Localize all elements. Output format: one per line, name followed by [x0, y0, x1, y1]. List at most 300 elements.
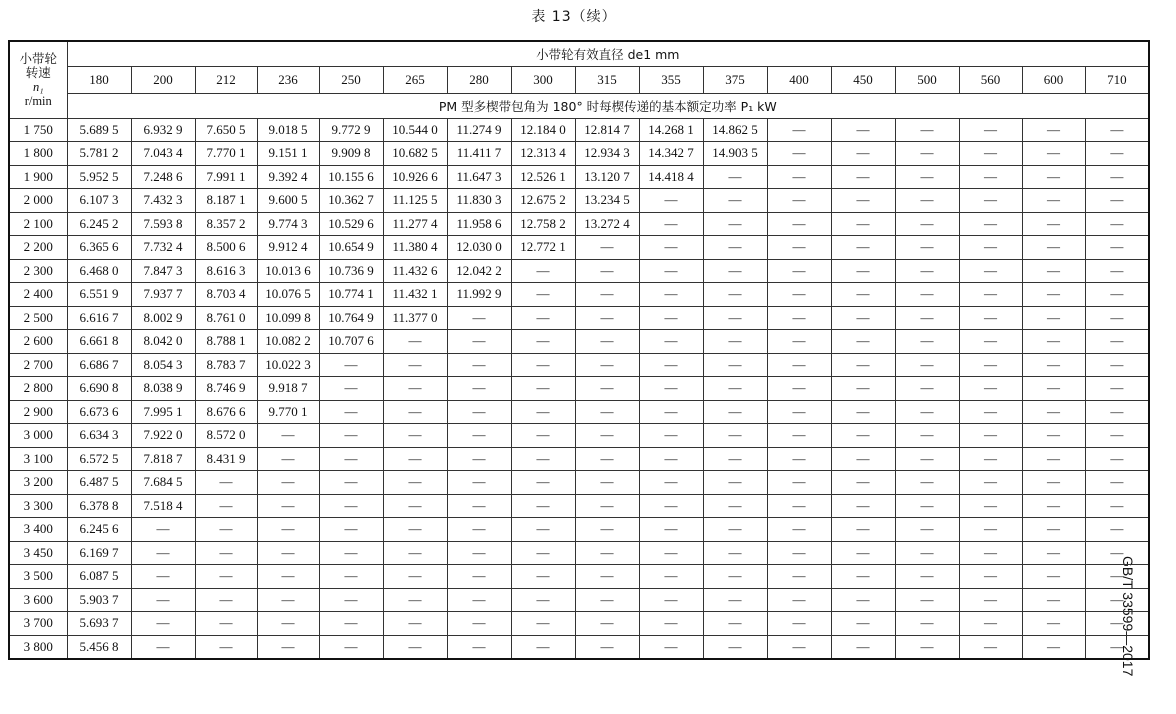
diameter-header-cell: 280	[447, 66, 511, 93]
diameter-header-cell: 236	[257, 66, 319, 93]
power-value-cell: —	[511, 447, 575, 471]
power-value-cell: —	[831, 330, 895, 354]
power-value-cell: —	[767, 353, 831, 377]
power-value-cell: —	[319, 377, 383, 401]
power-value-cell: —	[767, 212, 831, 236]
power-value-cell: —	[639, 306, 703, 330]
power-value-cell: —	[895, 236, 959, 260]
diameter-header-cell: 250	[319, 66, 383, 93]
power-value-cell: 8.002 9	[131, 306, 195, 330]
speed-cell: 3 300	[9, 494, 67, 518]
power-value-cell: —	[959, 588, 1022, 612]
power-value-cell: —	[1022, 588, 1085, 612]
power-value-cell: 11.380 4	[383, 236, 447, 260]
power-value-cell: —	[895, 565, 959, 589]
table-row	[9, 330, 1149, 354]
power-value-cell: —	[959, 494, 1022, 518]
power-value-cell: —	[639, 612, 703, 636]
power-value-cell: —	[319, 612, 383, 636]
power-value-cell: —	[767, 377, 831, 401]
power-value-cell: —	[895, 471, 959, 495]
diameter-header-cell: 355	[639, 66, 703, 93]
power-value-cell: —	[639, 565, 703, 589]
speed-cell: 3 100	[9, 447, 67, 471]
power-value-cell: 7.593 8	[131, 212, 195, 236]
power-value-cell: 11.277 4	[383, 212, 447, 236]
power-value-cell: —	[767, 424, 831, 448]
power-value-cell: —	[511, 635, 575, 659]
power-value-cell: —	[1022, 189, 1085, 213]
power-value-cell: —	[639, 400, 703, 424]
power-value-cell: —	[1022, 283, 1085, 307]
power-value-cell: —	[895, 259, 959, 283]
power-value-cell: —	[831, 236, 895, 260]
power-value-cell: 7.991 1	[195, 165, 257, 189]
power-value-cell: —	[511, 494, 575, 518]
power-value-cell: —	[1022, 565, 1085, 589]
power-value-cell: —	[703, 400, 767, 424]
power-value-cell: 8.703 4	[195, 283, 257, 307]
power-value-cell: —	[1022, 118, 1085, 142]
power-value-cell: —	[703, 212, 767, 236]
power-value-cell: —	[767, 447, 831, 471]
power-value-cell: —	[703, 189, 767, 213]
power-value-cell: —	[447, 494, 511, 518]
power-value-cell: 13.272 4	[575, 212, 639, 236]
power-value-cell: 6.686 7	[67, 353, 131, 377]
power-value-cell: —	[831, 283, 895, 307]
power-value-cell: 8.042 0	[131, 330, 195, 354]
table-row	[9, 118, 1149, 142]
power-value-cell: —	[511, 471, 575, 495]
power-value-cell: —	[1022, 400, 1085, 424]
power-value-cell: —	[383, 541, 447, 565]
power-value-cell: —	[959, 142, 1022, 166]
power-value-cell: —	[575, 635, 639, 659]
power-value-cell: —	[767, 283, 831, 307]
power-value-cell: 6.245 2	[67, 212, 131, 236]
power-value-cell: 8.676 6	[195, 400, 257, 424]
power-value-cell: —	[575, 377, 639, 401]
power-value-cell: 7.922 0	[131, 424, 195, 448]
power-value-cell: —	[1085, 612, 1149, 636]
power-value-cell: —	[767, 518, 831, 542]
power-value-cell: —	[895, 142, 959, 166]
speed-cell: 3 700	[9, 612, 67, 636]
table-row	[9, 283, 1149, 307]
power-value-cell: —	[767, 236, 831, 260]
power-value-cell: —	[575, 236, 639, 260]
table-row	[9, 518, 1149, 542]
power-value-cell: —	[831, 165, 895, 189]
power-value-cell: —	[703, 541, 767, 565]
table-row	[9, 447, 1149, 471]
power-value-cell: —	[767, 541, 831, 565]
table-row	[9, 259, 1149, 283]
power-value-cell: —	[831, 471, 895, 495]
power-value-cell: —	[895, 424, 959, 448]
power-value-cell: —	[831, 612, 895, 636]
power-value-cell: 7.818 7	[131, 447, 195, 471]
power-value-cell: 13.234 5	[575, 189, 639, 213]
stub-header	[9, 41, 67, 118]
power-value-cell: 12.184 0	[511, 118, 575, 142]
speed-cell: 3 600	[9, 588, 67, 612]
stub-line-1: 小带轮	[19, 50, 57, 66]
power-value-cell: —	[959, 518, 1022, 542]
power-value-cell: —	[895, 400, 959, 424]
power-value-cell: —	[383, 353, 447, 377]
power-value-cell: —	[959, 353, 1022, 377]
power-value-cell: —	[895, 330, 959, 354]
power-value-cell: 6.673 6	[67, 400, 131, 424]
power-value-cell: —	[1022, 236, 1085, 260]
power-value-cell: —	[575, 400, 639, 424]
power-value-cell: 14.862 5	[703, 118, 767, 142]
power-value-cell: —	[767, 142, 831, 166]
table-row	[9, 612, 1149, 636]
power-value-cell: —	[511, 518, 575, 542]
power-value-cell: —	[447, 447, 511, 471]
power-value-cell: —	[575, 612, 639, 636]
speed-cell: 3 450	[9, 541, 67, 565]
power-value-cell: 14.418 4	[639, 165, 703, 189]
power-value-cell: —	[703, 471, 767, 495]
power-value-cell: 12.030 0	[447, 236, 511, 260]
power-value-cell: —	[511, 377, 575, 401]
power-value-cell: —	[831, 377, 895, 401]
power-value-cell: —	[511, 565, 575, 589]
speed-cell: 2 300	[9, 259, 67, 283]
power-value-cell: —	[1085, 541, 1149, 565]
diameter-header-cell: 560	[959, 66, 1022, 93]
power-value-cell: —	[257, 565, 319, 589]
power-value-cell: —	[257, 635, 319, 659]
power-value-cell: —	[767, 165, 831, 189]
power-value-cell: —	[1085, 377, 1149, 401]
power-value-cell: 5.781 2	[67, 142, 131, 166]
power-value-cell: 8.500 6	[195, 236, 257, 260]
power-value-cell: —	[895, 588, 959, 612]
power-value-cell: 12.814 7	[575, 118, 639, 142]
power-value-cell: —	[319, 541, 383, 565]
power-value-cell: —	[257, 471, 319, 495]
speed-cell: 2 200	[9, 236, 67, 260]
power-value-cell: —	[959, 612, 1022, 636]
power-value-cell: —	[831, 635, 895, 659]
power-value-cell: —	[831, 400, 895, 424]
power-value-cell: 7.432 3	[131, 189, 195, 213]
power-value-cell: 5.693 7	[67, 612, 131, 636]
power-value-cell: —	[319, 494, 383, 518]
power-value-cell: —	[195, 518, 257, 542]
power-value-cell: —	[1022, 518, 1085, 542]
power-value-cell: —	[895, 635, 959, 659]
table-row	[9, 635, 1149, 659]
table-row	[9, 236, 1149, 260]
power-value-cell: —	[195, 565, 257, 589]
power-value-cell: 8.357 2	[195, 212, 257, 236]
power-value-cell: —	[383, 518, 447, 542]
power-value-cell: —	[959, 212, 1022, 236]
power-value-cell: —	[831, 565, 895, 589]
power-value-cell: —	[447, 541, 511, 565]
power-value-cell: —	[895, 447, 959, 471]
table-row	[9, 400, 1149, 424]
power-value-cell: —	[447, 330, 511, 354]
power-value-cell: —	[959, 283, 1022, 307]
power-value-cell: —	[195, 541, 257, 565]
power-value-cell: —	[959, 471, 1022, 495]
speed-cell: 3 200	[9, 471, 67, 495]
power-value-cell: —	[639, 189, 703, 213]
diameter-header-cell: 600	[1022, 66, 1085, 93]
power-value-cell: —	[831, 189, 895, 213]
table-row	[9, 142, 1149, 166]
power-value-cell: —	[959, 306, 1022, 330]
speed-cell: 2 500	[9, 306, 67, 330]
table-caption: 表 13（续）	[531, 9, 617, 25]
power-value-cell: —	[1022, 259, 1085, 283]
power-value-cell: —	[767, 565, 831, 589]
power-value-cell: —	[319, 353, 383, 377]
power-value-cell: 7.650 5	[195, 118, 257, 142]
power-value-cell: 10.022 3	[257, 353, 319, 377]
power-value-cell: 11.992 9	[447, 283, 511, 307]
power-value-cell: —	[895, 518, 959, 542]
diameter-header-cell: 710	[1085, 66, 1149, 93]
power-value-cell: 10.707 6	[319, 330, 383, 354]
power-value-cell: —	[895, 494, 959, 518]
power-value-cell: 8.038 9	[131, 377, 195, 401]
power-value-cell: —	[767, 588, 831, 612]
power-value-cell: —	[767, 400, 831, 424]
power-value-cell: —	[1085, 471, 1149, 495]
power-value-cell: —	[959, 424, 1022, 448]
power-value-cell: —	[703, 565, 767, 589]
power-value-cell: —	[1085, 142, 1149, 166]
table-row	[9, 471, 1149, 495]
power-group-header: PM 型多楔带包角为 180° 时每楔传递的基本额定功率 P₁ kW	[67, 93, 1149, 118]
power-value-cell: —	[511, 588, 575, 612]
speed-cell: 3 500	[9, 565, 67, 589]
power-value-cell: —	[575, 471, 639, 495]
power-value-cell: —	[575, 353, 639, 377]
power-value-cell: —	[895, 377, 959, 401]
power-value-cell: —	[831, 588, 895, 612]
power-value-cell: —	[319, 565, 383, 589]
power-value-cell: —	[257, 494, 319, 518]
power-value-cell: —	[1085, 494, 1149, 518]
power-value-cell: —	[447, 400, 511, 424]
table-row	[9, 353, 1149, 377]
power-value-cell: 11.647 3	[447, 165, 511, 189]
power-value-cell: —	[639, 212, 703, 236]
power-value-cell: 7.518 4	[131, 494, 195, 518]
power-value-cell: —	[1022, 424, 1085, 448]
power-value-cell: 10.654 9	[319, 236, 383, 260]
speed-cell: 1 900	[9, 165, 67, 189]
power-value-cell: 6.468 0	[67, 259, 131, 283]
power-value-cell: —	[447, 377, 511, 401]
speed-cell: 2 900	[9, 400, 67, 424]
diameter-header-cell: 500	[895, 66, 959, 93]
power-value-cell: 6.365 6	[67, 236, 131, 260]
table-row	[9, 306, 1149, 330]
power-value-cell: —	[639, 330, 703, 354]
power-value-cell: —	[1022, 471, 1085, 495]
power-value-cell: —	[895, 612, 959, 636]
power-value-cell: —	[831, 259, 895, 283]
power-value-cell: 10.764 9	[319, 306, 383, 330]
power-value-cell: —	[703, 494, 767, 518]
power-value-cell: 12.772 1	[511, 236, 575, 260]
power-value-cell: —	[131, 635, 195, 659]
power-value-cell: 5.456 8	[67, 635, 131, 659]
speed-cell: 2 600	[9, 330, 67, 354]
power-value-cell: —	[831, 424, 895, 448]
power-value-cell: 5.952 5	[67, 165, 131, 189]
power-value-cell: —	[383, 377, 447, 401]
power-value-cell: —	[895, 353, 959, 377]
stub-line-4: r/min	[24, 93, 52, 108]
power-value-cell: —	[511, 306, 575, 330]
power-value-cell: 7.847 3	[131, 259, 195, 283]
power-value-cell: —	[319, 635, 383, 659]
power-value-cell: 8.616 3	[195, 259, 257, 283]
power-value-cell: —	[575, 259, 639, 283]
power-value-cell: 14.342 7	[639, 142, 703, 166]
power-value-cell: —	[1085, 189, 1149, 213]
power-value-cell: —	[639, 588, 703, 612]
power-value-cell: —	[511, 353, 575, 377]
power-value-cell: —	[767, 330, 831, 354]
power-value-cell: —	[1085, 353, 1149, 377]
power-value-cell: —	[195, 588, 257, 612]
power-value-cell: 14.903 5	[703, 142, 767, 166]
power-value-cell: —	[1085, 236, 1149, 260]
power-value-cell: —	[639, 635, 703, 659]
power-value-cell: —	[1085, 283, 1149, 307]
power-value-cell: —	[447, 306, 511, 330]
power-value-cell: 12.675 2	[511, 189, 575, 213]
power-value-cell: —	[447, 424, 511, 448]
power-value-cell: —	[1022, 541, 1085, 565]
power-value-cell: 10.736 9	[319, 259, 383, 283]
power-value-cell: —	[257, 588, 319, 612]
power-value-cell: 11.274 9	[447, 118, 511, 142]
power-value-cell: —	[959, 330, 1022, 354]
power-value-cell: —	[767, 494, 831, 518]
power-value-cell: —	[831, 142, 895, 166]
power-value-cell: —	[383, 565, 447, 589]
power-value-cell: —	[575, 447, 639, 471]
power-value-cell: —	[1022, 635, 1085, 659]
power-value-cell: —	[959, 635, 1022, 659]
power-value-cell: 6.107 3	[67, 189, 131, 213]
power-value-cell: 11.411 7	[447, 142, 511, 166]
power-value-cell: 6.551 9	[67, 283, 131, 307]
power-value-cell: 9.392 4	[257, 165, 319, 189]
power-value-cell: 9.912 4	[257, 236, 319, 260]
power-value-cell: 10.774 1	[319, 283, 383, 307]
power-value-cell: 8.572 0	[195, 424, 257, 448]
power-value-cell: 10.076 5	[257, 283, 319, 307]
speed-cell: 2 100	[9, 212, 67, 236]
power-value-cell: —	[959, 118, 1022, 142]
power-value-cell: —	[703, 612, 767, 636]
power-value-cell: —	[511, 400, 575, 424]
power-value-cell: 7.732 4	[131, 236, 195, 260]
power-value-cell: 6.932 9	[131, 118, 195, 142]
power-value-cell: —	[895, 283, 959, 307]
power-value-cell: —	[195, 612, 257, 636]
power-value-cell: —	[1085, 259, 1149, 283]
speed-cell: 3 000	[9, 424, 67, 448]
side-standard-text: GB/T 33599—2017	[1120, 556, 1136, 677]
power-value-cell: 11.432 6	[383, 259, 447, 283]
speed-cell: 3 800	[9, 635, 67, 659]
power-value-cell: —	[383, 330, 447, 354]
power-value-cell: —	[895, 165, 959, 189]
table-row	[9, 588, 1149, 612]
power-value-cell: 10.529 6	[319, 212, 383, 236]
power-value-cell: —	[959, 447, 1022, 471]
diameter-group-header: 小带轮有效直径 de1 mm	[67, 41, 1149, 66]
power-value-cell: 10.082 2	[257, 330, 319, 354]
power-value-cell: —	[895, 189, 959, 213]
power-value-cell: 11.377 0	[383, 306, 447, 330]
power-value-cell: —	[257, 541, 319, 565]
power-value-cell: —	[319, 588, 383, 612]
power-value-cell: —	[959, 565, 1022, 589]
power-value-cell: —	[1085, 400, 1149, 424]
power-value-cell: 10.544 0	[383, 118, 447, 142]
power-value-cell: —	[831, 494, 895, 518]
table-row	[9, 189, 1149, 213]
power-value-cell: —	[703, 236, 767, 260]
power-value-cell: —	[639, 541, 703, 565]
power-value-cell: —	[575, 494, 639, 518]
power-value-cell: —	[831, 306, 895, 330]
power-value-cell: —	[639, 353, 703, 377]
power-value-cell: —	[383, 494, 447, 518]
power-value-cell: —	[639, 377, 703, 401]
power-value-cell: —	[575, 424, 639, 448]
speed-cell: 1 800	[9, 142, 67, 166]
power-value-cell: 12.758 2	[511, 212, 575, 236]
power-value-cell: —	[1085, 635, 1149, 659]
power-value-cell: —	[1085, 447, 1149, 471]
power-value-cell: —	[1022, 612, 1085, 636]
power-value-cell: —	[575, 330, 639, 354]
power-value-cell: —	[575, 541, 639, 565]
power-value-cell: 9.918 7	[257, 377, 319, 401]
power-value-cell: —	[575, 518, 639, 542]
diameter-header-cell: 180	[67, 66, 131, 93]
power-value-cell: 9.600 5	[257, 189, 319, 213]
power-value-cell: 8.788 1	[195, 330, 257, 354]
power-value-cell: —	[319, 471, 383, 495]
power-value-cell: —	[767, 635, 831, 659]
speed-cell: 1 750	[9, 118, 67, 142]
power-value-cell: —	[1022, 447, 1085, 471]
power-value-cell: —	[131, 588, 195, 612]
power-value-cell: 8.431 9	[195, 447, 257, 471]
table-row	[9, 565, 1149, 589]
power-value-cell: —	[319, 447, 383, 471]
power-value-cell: —	[639, 283, 703, 307]
